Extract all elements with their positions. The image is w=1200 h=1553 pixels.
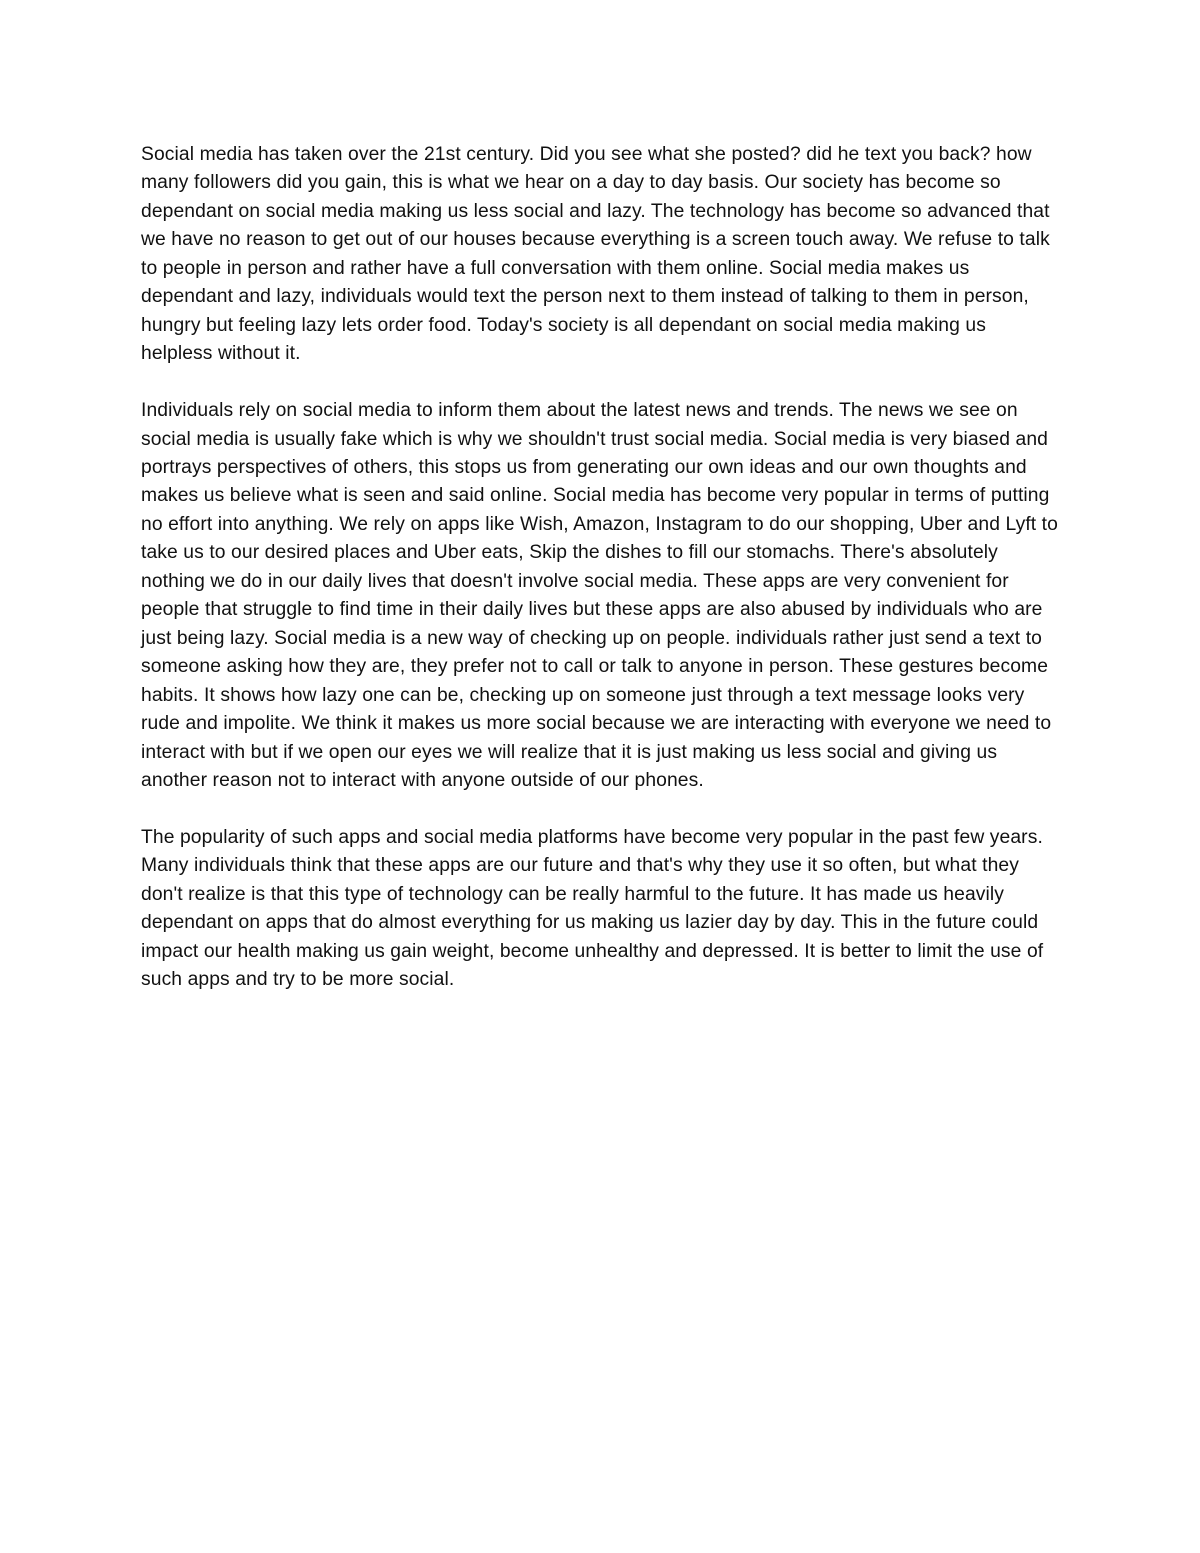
paragraph-2: Individuals rely on social media to inform them about the latest news and trends. The news we see on social media is usually fake which is why we shouldn't trust social media. Social media is very biased and portrays perspectives of others, this stops us from generating our own ideas and our own thoughts and makes us believe what is seen and said online. Social media has become very popular in terms of putting no effort into anything. We rely on apps like Wish, Amazon, Instagram to do our shopping, Uber and Lyft to take us to our desired places and Uber eats, Skip the dishes to fill our stomachs. There's absolutely nothing we do in our daily lives that doesn't involve social media. These apps are very convenient for people that struggle to find time in their daily lives but these apps are also abused by individuals who are just being lazy. Social media is a new way of checking up on people. individuals rather just send a text to someone asking how they are, they prefer not to call or talk to anyone in person. These gestures become habits. It shows how lazy one can be, checking up on someone just through a text message looks very rude and impolite. We think it makes us more social because we are interacting with everyone we need to interact with but if we open our eyes we will realize that it is just making us less social and giving us another reason not to interact with anyone outside of our phones. [141, 400, 1058, 791]
document-body [141, 141, 1061, 995]
paragraph-3: The popularity of such apps and social media platforms have become very popular in the past few years. Many individuals think that these apps are our future and that's why they use it so often, but what they don't realize is that this type of technology can be really harmful to the future. It has made us heavily dependant on apps that do almost everything for us making us lazier day by day. This in the future could impact our health making us gain weight, become unhealthy and depressed. It is better to limit the use of such apps and try to be more social. [141, 826, 1044, 991]
paragraph-1: Social media has taken over the 21st century. Did you see what she posted? did he text you back? how many followers did you gain, this is what we hear on a day to day basis. Our society has become so dependant on social media making us less social and lazy. The technology has become so advanced that we have no reason to get out of our houses because everything is a screen touch away. We refuse to talk to people in person and rather have a full conversation with them online. Social media makes us dependant and lazy, individuals would text the person next to them instead of talking to them in person, hungry but feeling lazy lets order food. Today's society is all dependant on social media making us helpless without it. [141, 144, 1050, 365]
